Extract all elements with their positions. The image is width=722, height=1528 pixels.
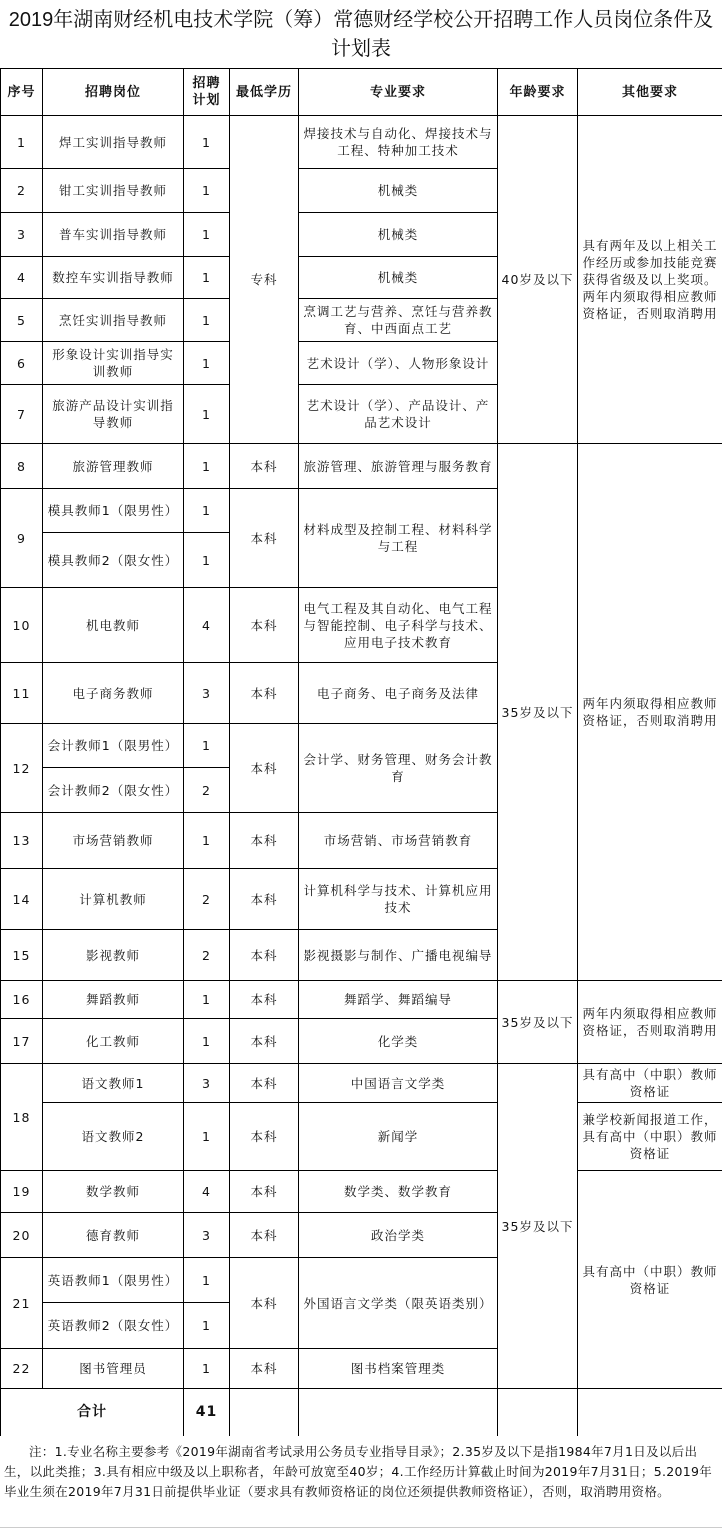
cell-no: 2 bbox=[1, 169, 43, 213]
cell-major: 计算机科学与技术、计算机应用技术 bbox=[299, 869, 498, 930]
cell-no: 17 bbox=[1, 1019, 43, 1064]
cell-other: 兼学校新闻报道工作，具有高中（中职）教师资格证 bbox=[578, 1103, 722, 1171]
cell-post: 电子商务教师 bbox=[43, 663, 184, 724]
cell-plan: 2 bbox=[184, 768, 230, 813]
cell-edu: 本科 bbox=[230, 1258, 299, 1349]
cell-no: 8 bbox=[1, 444, 43, 489]
header-age: 年龄要求 bbox=[498, 69, 578, 116]
cell-no: 20 bbox=[1, 1213, 43, 1258]
cell-plan: 1 bbox=[184, 1349, 230, 1389]
cell-plan: 1 bbox=[184, 116, 230, 169]
cell-post: 计算机教师 bbox=[43, 869, 184, 930]
cell-post: 影视教师 bbox=[43, 930, 184, 981]
table-row bbox=[1, 444, 722, 489]
cell-edu: 本科 bbox=[230, 588, 299, 663]
cell-age: 35岁及以下 bbox=[498, 981, 578, 1064]
cell-no: 22 bbox=[1, 1349, 43, 1389]
cell-no: 4 bbox=[1, 257, 43, 299]
footnote: 注：1.专业名称主要参考《2019年湖南省考试录用公务员专业指导目录》；2.35岁及以下是指1984年7月1日及以后出生，以此类推；3.具有相应中级及以上职称者，年龄可放宽至40岁；4.工作经历计算截止时间为2019年7月31日；5.2019年毕业生须在2019年7月31日前提供毕业证（要求具有教师资格证的岗位还须提供教师资格证），否则，取消聘用资格。 bbox=[0, 1436, 722, 1528]
cell-no: 11 bbox=[1, 663, 43, 724]
cell-major: 新闻学 bbox=[299, 1103, 498, 1171]
cell-major: 中国语言文学类 bbox=[299, 1064, 498, 1103]
document-title: 2019年湖南财经机电技术学院（筹）常德财经学校公开招聘工作人员岗位条件及计划表 bbox=[8, 9, 714, 60]
header-plan: 招聘计划 bbox=[184, 69, 230, 116]
cell-post: 图书管理员 bbox=[43, 1349, 184, 1389]
cell-no: 19 bbox=[1, 1171, 43, 1213]
cell-edu: 本科 bbox=[230, 1349, 299, 1389]
cell-major: 影视摄影与制作、广播电视编导 bbox=[299, 930, 498, 981]
cell-post: 旅游产品设计实训指导教师 bbox=[43, 385, 184, 444]
cell-post: 语文教师1 bbox=[43, 1064, 184, 1103]
cell-edu: 本科 bbox=[230, 663, 299, 724]
cell-plan: 1 bbox=[184, 724, 230, 768]
cell-major: 焊接技术与自动化、焊接技术与工程、特种加工技术 bbox=[299, 116, 498, 169]
cell-edu: 本科 bbox=[230, 444, 299, 489]
empty-cell bbox=[578, 1389, 722, 1437]
cell-major: 外国语言文学类（限英语类别） bbox=[299, 1258, 498, 1349]
cell-plan: 1 bbox=[184, 385, 230, 444]
table-row bbox=[1, 1103, 722, 1171]
cell-post: 舞蹈教师 bbox=[43, 981, 184, 1019]
cell-major: 材料成型及控制工程、材料科学与工程 bbox=[299, 489, 498, 588]
cell-plan: 1 bbox=[184, 981, 230, 1019]
cell-plan: 1 bbox=[184, 1303, 230, 1349]
cell-age: 35岁及以下 bbox=[498, 1064, 578, 1389]
cell-plan: 2 bbox=[184, 869, 230, 930]
cell-plan: 1 bbox=[184, 444, 230, 489]
cell-major: 烹调工艺与营养、烹饪与营养教育、中西面点工艺 bbox=[299, 299, 498, 342]
table-row bbox=[1, 1171, 722, 1213]
cell-no: 6 bbox=[1, 342, 43, 385]
total-value: 41 bbox=[184, 1389, 230, 1437]
cell-no: 12 bbox=[1, 724, 43, 813]
cell-other: 具有高中（中职）教师资格证 bbox=[578, 1064, 722, 1103]
cell-plan: 1 bbox=[184, 533, 230, 588]
cell-age: 35岁及以下 bbox=[498, 444, 578, 981]
cell-plan: 2 bbox=[184, 930, 230, 981]
cell-plan: 1 bbox=[184, 213, 230, 257]
cell-plan: 3 bbox=[184, 1213, 230, 1258]
cell-plan: 3 bbox=[184, 1064, 230, 1103]
cell-no: 14 bbox=[1, 869, 43, 930]
cell-post: 形象设计实训指导实训教师 bbox=[43, 342, 184, 385]
cell-major: 图书档案管理类 bbox=[299, 1349, 498, 1389]
cell-post: 会计教师1（限男性） bbox=[43, 724, 184, 768]
cell-no: 13 bbox=[1, 813, 43, 869]
cell-age: 40岁及以下 bbox=[498, 116, 578, 444]
header-major: 专业要求 bbox=[299, 69, 498, 116]
cell-plan: 4 bbox=[184, 1171, 230, 1213]
cell-plan: 1 bbox=[184, 257, 230, 299]
header-post: 招聘岗位 bbox=[43, 69, 184, 116]
cell-post: 模具教师2（限女性） bbox=[43, 533, 184, 588]
cell-major: 舞蹈学、舞蹈编导 bbox=[299, 981, 498, 1019]
cell-post: 化工教师 bbox=[43, 1019, 184, 1064]
cell-post: 机电教师 bbox=[43, 588, 184, 663]
cell-plan: 1 bbox=[184, 299, 230, 342]
header-edu: 最低学历 bbox=[230, 69, 299, 116]
cell-plan: 3 bbox=[184, 663, 230, 724]
cell-major: 艺术设计（学）、产品设计、产品艺术设计 bbox=[299, 385, 498, 444]
cell-plan: 1 bbox=[184, 169, 230, 213]
cell-post: 市场营销教师 bbox=[43, 813, 184, 869]
cell-major: 旅游管理、旅游管理与服务教育 bbox=[299, 444, 498, 489]
cell-edu: 本科 bbox=[230, 981, 299, 1019]
table-row bbox=[1, 1064, 722, 1103]
cell-plan: 1 bbox=[184, 489, 230, 533]
cell-no: 7 bbox=[1, 385, 43, 444]
cell-edu: 本科 bbox=[230, 489, 299, 588]
cell-major: 电气工程及其自动化、电气工程与智能控制、电子科学与技术、应用电子技术教育 bbox=[299, 588, 498, 663]
cell-no: 1 bbox=[1, 116, 43, 169]
cell-major: 艺术设计（学）、人物形象设计 bbox=[299, 342, 498, 385]
header-no: 序号 bbox=[1, 69, 43, 116]
cell-edu: 本科 bbox=[230, 1019, 299, 1064]
cell-post: 钳工实训指导教师 bbox=[43, 169, 184, 213]
cell-no: 18 bbox=[1, 1064, 43, 1171]
cell-other: 具有高中（中职）教师资格证 bbox=[578, 1171, 722, 1389]
cell-post: 德育教师 bbox=[43, 1213, 184, 1258]
cell-post: 语文教师2 bbox=[43, 1103, 184, 1171]
cell-edu: 本科 bbox=[230, 1064, 299, 1103]
cell-edu: 专科 bbox=[230, 116, 299, 444]
cell-plan: 1 bbox=[184, 342, 230, 385]
cell-post: 英语教师2（限女性） bbox=[43, 1303, 184, 1349]
cell-no: 10 bbox=[1, 588, 43, 663]
cell-post: 数学教师 bbox=[43, 1171, 184, 1213]
cell-post: 普车实训指导教师 bbox=[43, 213, 184, 257]
cell-major: 化学类 bbox=[299, 1019, 498, 1064]
cell-edu: 本科 bbox=[230, 869, 299, 930]
cell-edu: 本科 bbox=[230, 1103, 299, 1171]
empty-cell bbox=[230, 1389, 299, 1437]
cell-post: 烹饪实训指导教师 bbox=[43, 299, 184, 342]
total-label: 合计 bbox=[1, 1389, 184, 1437]
cell-no: 3 bbox=[1, 213, 43, 257]
cell-major: 机械类 bbox=[299, 169, 498, 213]
cell-no: 16 bbox=[1, 981, 43, 1019]
empty-cell bbox=[498, 1389, 578, 1437]
cell-edu: 本科 bbox=[230, 1213, 299, 1258]
cell-other: 具有两年及以上相关工作经历或参加技能竞赛获得省级及以上奖项。两年内须取得相应教师资格证，否则取消聘用 bbox=[578, 116, 722, 444]
cell-plan: 4 bbox=[184, 588, 230, 663]
cell-plan: 1 bbox=[184, 1019, 230, 1064]
cell-edu: 本科 bbox=[230, 930, 299, 981]
cell-major: 机械类 bbox=[299, 213, 498, 257]
recruitment-table bbox=[0, 68, 722, 1437]
cell-major: 电子商务、电子商务及法律 bbox=[299, 663, 498, 724]
cell-post: 会计教师2（限女性） bbox=[43, 768, 184, 813]
cell-major: 政治学类 bbox=[299, 1213, 498, 1258]
cell-edu: 本科 bbox=[230, 724, 299, 813]
empty-cell bbox=[299, 1389, 498, 1437]
cell-major: 会计学、财务管理、财务会计教育 bbox=[299, 724, 498, 813]
total-row bbox=[1, 1389, 722, 1437]
cell-major: 机械类 bbox=[299, 257, 498, 299]
cell-major: 市场营销、市场营销教育 bbox=[299, 813, 498, 869]
cell-edu: 本科 bbox=[230, 813, 299, 869]
cell-no: 21 bbox=[1, 1258, 43, 1349]
cell-plan: 1 bbox=[184, 813, 230, 869]
cell-edu: 本科 bbox=[230, 1171, 299, 1213]
cell-post: 焊工实训指导教师 bbox=[43, 116, 184, 169]
cell-major: 数学类、数学教育 bbox=[299, 1171, 498, 1213]
cell-post: 数控车实训指导教师 bbox=[43, 257, 184, 299]
cell-other: 两年内须取得相应教师资格证，否则取消聘用 bbox=[578, 981, 722, 1064]
cell-post: 旅游管理教师 bbox=[43, 444, 184, 489]
cell-no: 9 bbox=[1, 489, 43, 588]
cell-post: 英语教师1（限男性） bbox=[43, 1258, 184, 1303]
header-other: 其他要求 bbox=[578, 69, 722, 116]
header-row bbox=[1, 69, 722, 116]
cell-post: 模具教师1（限男性） bbox=[43, 489, 184, 533]
table-row bbox=[1, 981, 722, 1019]
cell-plan: 1 bbox=[184, 1103, 230, 1171]
cell-no: 5 bbox=[1, 299, 43, 342]
cell-other: 两年内须取得相应教师资格证，否则取消聘用 bbox=[578, 444, 722, 981]
table-row bbox=[1, 116, 722, 169]
cell-no: 15 bbox=[1, 930, 43, 981]
cell-plan: 1 bbox=[184, 1258, 230, 1303]
